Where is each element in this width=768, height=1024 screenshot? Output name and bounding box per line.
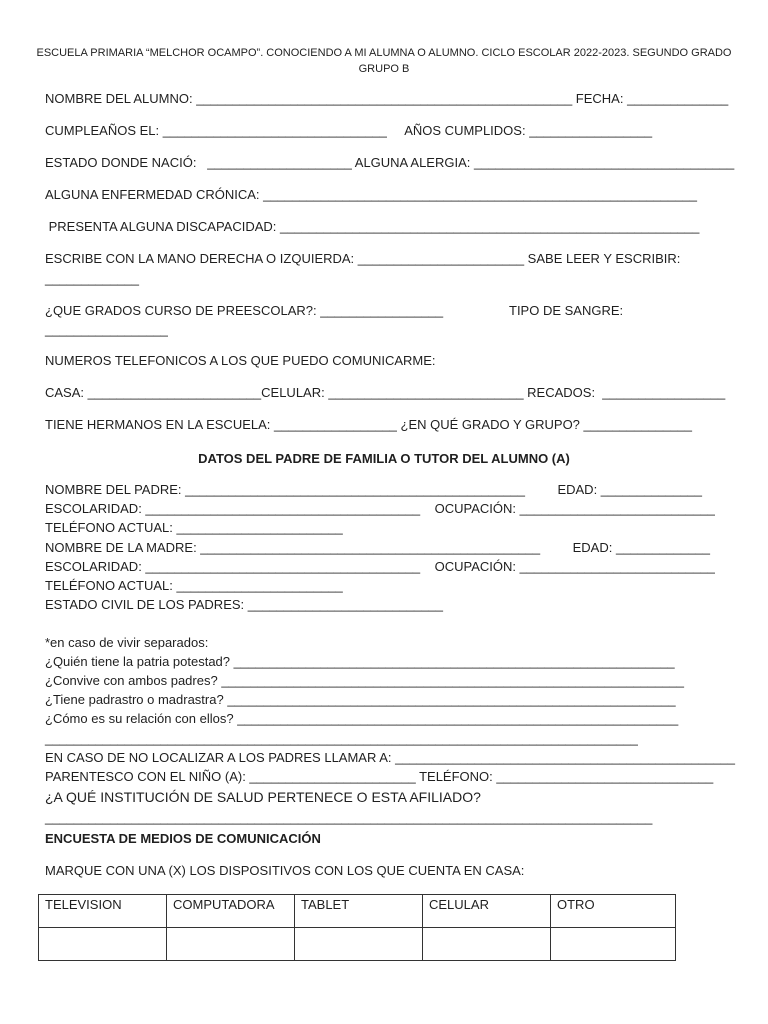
parent-section-title: DATOS DEL PADRE DE FAMILIA O TUTOR DEL ALUMNO (A) <box>198 451 570 466</box>
emergency-contact-line: EN CASO DE NO LOCALIZAR A LOS PADRES LLAMAR A: _______________________________________________ <box>45 750 735 765</box>
devices-table <box>38 894 676 961</box>
device-cell-computer[interactable] <box>167 928 295 961</box>
custody-line: ¿Quién tiene la patria potestad? _____________________________________________________________ <box>45 654 675 669</box>
student-name-date-line: NOMBRE DEL ALUMNO: ____________________________________________________ FECHA: ______________ <box>45 91 729 106</box>
device-cell-television[interactable] <box>39 928 167 961</box>
stepparent-line: ¿Tiene padrastro o madrastra? ______________________________________________________________ <box>45 692 676 707</box>
lives-with-both-line: ¿Convive con ambos padres? ________________________________________________________________ <box>45 673 685 688</box>
mother-phone-line: TELÉFONO ACTUAL: _______________________ <box>45 578 343 593</box>
devices-answer-row <box>39 928 676 961</box>
device-header-computer: COMPUTADORA <box>167 895 295 928</box>
relationship-blank: __________________________________________________________________________________ <box>45 731 638 746</box>
media-survey-title: ENCUESTA DE MEDIOS DE COMUNICACIÓN <box>45 831 321 846</box>
blood-type-label: TIPO DE SANGRE: <box>509 303 624 318</box>
handedness-reading-line: ESCRIBE CON LA MANO DERECHA O IZQUIERDA: _______________________ SABE LEER Y ESCRIBIR: <box>45 251 681 266</box>
father-education-line: ESCOLARIDAD: ______________________________________ OCUPACIÓN: ___________________________ <box>45 501 715 516</box>
device-header-tablet: TABLET <box>295 895 423 928</box>
mother-name-line: NOMBRE DE LA MADRE: _______________________________________________ EDAD: _____________ <box>45 540 710 555</box>
preschool-grades-line: ¿QUE GRADOS CURSO DE PREESCOLAR?: _________________ <box>45 303 444 318</box>
device-header-cellphone: CELULAR <box>423 895 551 928</box>
header-line-1: ESCUELA PRIMARIA “MELCHOR OCAMPO”. CONOCIENDO A MI ALUMNA O ALUMNO. CICLO ESCOLAR 2022-2023. SEGUNDO GRADO <box>36 47 732 59</box>
mother-education-line: ESCOLARIDAD: ______________________________________ OCUPACIÓN: ___________________________ <box>45 559 715 574</box>
disability-line: PRESENTA ALGUNA DISCAPACIDAD: __________________________________________________________ <box>45 219 700 234</box>
phone-numbers-heading: NUMEROS TELEFONICOS A LOS QUE PUEDO COMUNICARME: <box>45 353 436 368</box>
birthday-age-line: CUMPLEAÑOS EL: _______________________________ AÑOS CUMPLIDOS: _________________ <box>45 123 653 138</box>
device-header-other: OTRO <box>551 895 676 928</box>
phones-line: CASA: ________________________CELULAR: ___________________________ RECADOS: _________________ <box>45 385 726 400</box>
kinship-phone-line: PARENTESCO CON EL NIÑO (A): _______________________ TELÉFONO: ______________________________ <box>45 769 714 784</box>
birthplace-allergy-line: ESTADO DONDE NACIÓ: ____________________ ALGUNA ALERGIA: ____________________________________ <box>45 155 735 170</box>
device-cell-cellphone[interactable] <box>423 928 551 961</box>
device-cell-other[interactable] <box>551 928 676 961</box>
marital-status-line: ESTADO CIVIL DE LOS PADRES: ___________________________ <box>45 597 443 612</box>
health-institution-line: ¿A QUÉ INSTITUCIÓN DE SALUD PERTENECE O ESTA AFILIADO? <box>45 789 481 805</box>
device-header-television: TELEVISION <box>39 895 167 928</box>
father-phone-line: TELÉFONO ACTUAL: _______________________ <box>45 520 343 535</box>
relationship-line: ¿Cómo es su relación con ellos? _____________________________________________________________ <box>45 711 679 726</box>
separated-note: *en caso de vivir separados: <box>45 635 209 650</box>
health-institution-blank: ____________________________________________________________________________________ <box>45 810 653 825</box>
device-cell-tablet[interactable] <box>295 928 423 961</box>
reading-blank-line: _____________ <box>45 271 139 286</box>
chronic-illness-line: ALGUNA ENFERMEDAD CRÓNICA: ____________________________________________________________ <box>45 187 697 202</box>
devices-instruction: MARQUE CON UNA (X) LOS DISPOSITIVOS CON LOS QUE CUENTA EN CASA: <box>45 863 525 878</box>
devices-header-row <box>39 895 676 928</box>
header-line-2: GRUPO B <box>358 63 410 75</box>
siblings-line: TIENE HERMANOS EN LA ESCUELA: _________________ ¿EN QUÉ GRADO Y GRUPO? _______________ <box>45 417 692 432</box>
father-name-line: NOMBRE DEL PADRE: _______________________________________________ EDAD: ______________ <box>45 482 703 497</box>
blood-type-blank: _________________ <box>45 322 168 337</box>
